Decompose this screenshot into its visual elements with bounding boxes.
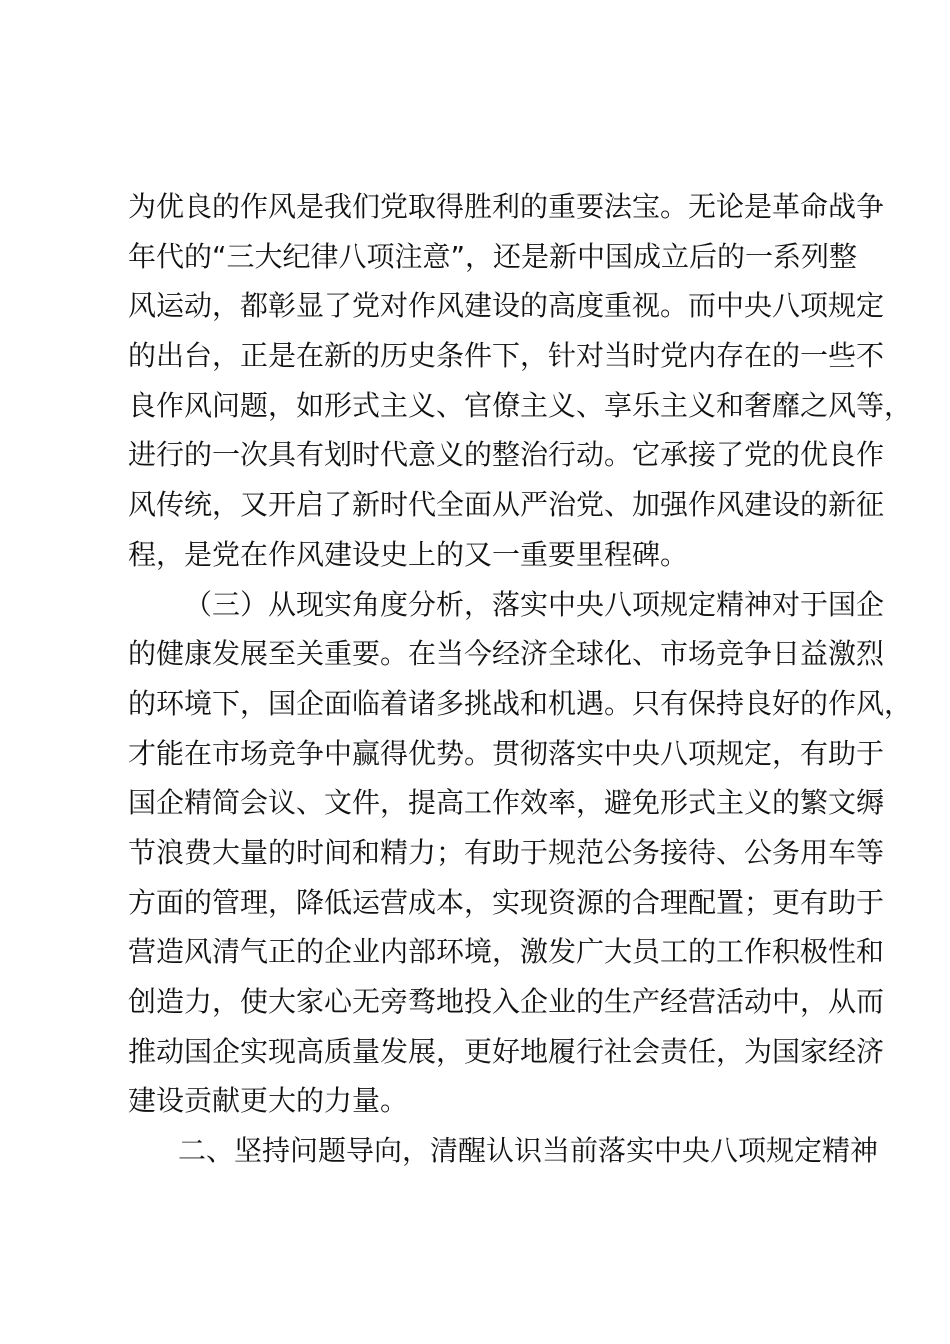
text-line: 建设贡献更大的力量。	[128, 1084, 409, 1118]
text-line: 进行的一次具有划时代意义的整治行动。它承接了党的优良作	[128, 438, 885, 472]
section-heading: （三）从现实角度分析，落实中央八项规定精神对于国企	[184, 587, 885, 621]
text-line: 国企精简会议、文件，提高工作效率，避免形式主义的繁文缛	[128, 786, 885, 820]
text-line: 良作风问题，如形式主义、官僚主义、享乐主义和奢靡之风等，	[128, 388, 913, 422]
text-line: 程，是党在作风建设史上的又一重要里程碑。	[128, 537, 689, 571]
text-line: 才能在市场竞争中赢得优势。贯彻落实中央八项规定，有助于	[128, 736, 885, 770]
text-line: 为优良的作风是我们党取得胜利的重要法宝。无论是革命战争	[128, 190, 885, 223]
text-line: 风运动，都彰显了党对作风建设的高度重视。而中央八项规定	[128, 289, 885, 323]
text-line: 年代的“三大纪律八项注意”，还是新中国成立后的一系列整	[128, 239, 858, 273]
text-line: 创造力，使大家心无旁骛地投入企业的生产经营活动中，从而	[128, 985, 885, 1018]
text-line: 方面的管理，降低运营成本，实现资源的合理配置；更有助于	[128, 885, 885, 919]
text-line: 的环境下，国企面临着诸多挑战和机遇。只有保持良好的作风，	[128, 686, 913, 720]
text-line: 营造风清气正的企业内部环境，激发广大员工的工作积极性和	[128, 935, 885, 969]
text-line: 风传统，又开启了新时代全面从严治党、加强作风建设的新征	[128, 488, 885, 522]
text-line: 节浪费大量的时间和精力；有助于规范公务接待、公务用车等	[128, 835, 885, 869]
chapter-heading: 二、坚持问题导向，清醒认识当前落实中央八项规定精神	[178, 1134, 879, 1168]
text-line: 推动国企实现高质量发展，更好地履行社会责任，为国家经济	[128, 1034, 885, 1068]
body-text	[128, 182, 913, 1176]
text-line: 的健康发展至关重要。在当今经济全球化、市场竞争日益激烈	[128, 637, 885, 671]
text-line: 的出台，正是在新的历史条件下，针对当时党内存在的一些不	[128, 339, 885, 373]
